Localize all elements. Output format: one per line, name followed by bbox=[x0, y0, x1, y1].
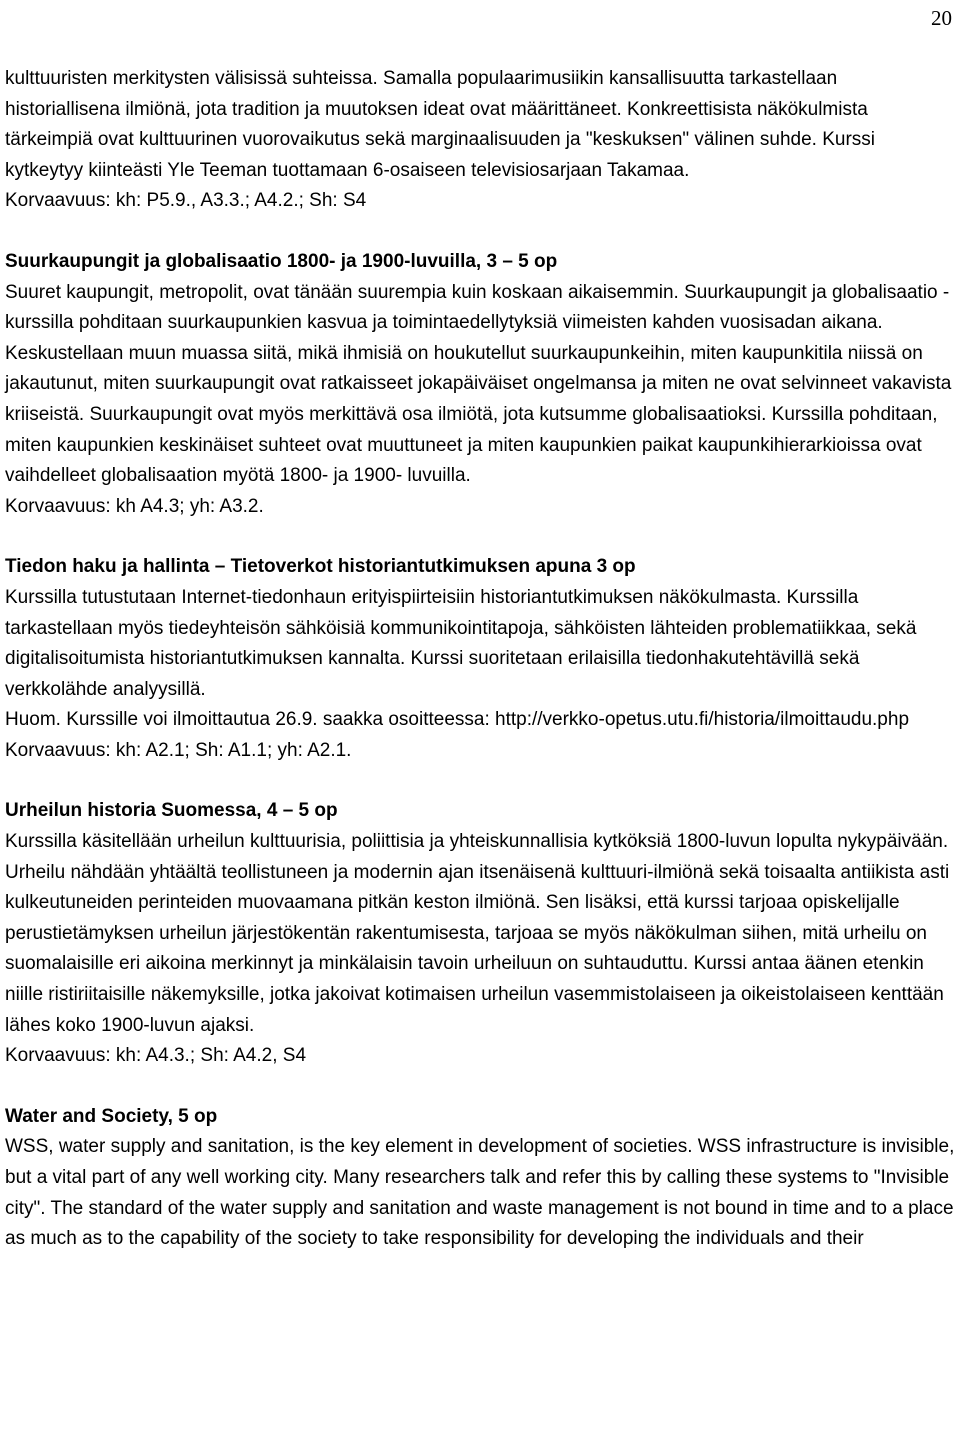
course-title: Urheilun historia Suomessa, 4 – 5 op bbox=[5, 800, 338, 822]
course-equivalence: Korvaavuus: kh: A4.3.; Sh: A4.2, S4 bbox=[5, 1045, 307, 1067]
course-description: Kurssilla tutustutaan Internet-tiedonhaun erityispiirteisiin historiantutkimuksen näkökulmasta. Kurssilla tarkastellaan myös tiedeyhteisön sähköisiä kommunikointitapoja, sähköisten lähteiden problematiikkaa, sekä digitalisoitumista historiantutkimuksen kannalta. Kurssi suoritetaan erilaisilla tiedonhakutehtävillä sekä verkkolähde analyysillä. bbox=[5, 586, 917, 700]
intro-paragraph: kulttuuristen merkitysten välisissä suhteissa. Samalla populaarimusiikin kansallisuutta tarkastellaan historiallisena ilmiönä, jota tradition ja muutoksen ideat ovat määrittäneet. Konkreettisista näkökulmista tärkeimpiä ovat kulttuurinen vuorovaikutus sekä marginaalisuuden ja "keskuksen" välinen suhde. Kurssi kytkeytyy kiinteästi Yle Teeman tuottamaan 6-osaiseen televisiosarjaan Takamaa. bbox=[5, 68, 876, 181]
course-note: Huom. Kurssille voi ilmoittautua 26.9. saakka osoitteessa: http://verkko-opetus.utu.fi/historia/ilmoittaudu.php bbox=[5, 709, 910, 731]
course-tiedon-haku bbox=[5, 552, 955, 766]
course-description: Suuret kaupungit, metropolit, ovat tänään suurempia kuin koskaan aikaisemmin. Suurkaupungit ja globalisaatio -kurssilla pohditaan suurkaupunkien kasvua ja toimintaedellytyksiä viimeisten kahden vuosisadan aikana. Keskustellaan muun muassa siitä, mikä ihmisiä on houkutellut suurkaupunkeihin, miten kaupunkitila niissä on jakautunut, miten suurkaupungit ovat ratkaisseet jokapäiväiset ongelmansa ja miten ne ovat selvinneet vakavista kriiseistä. Suurkaupungit ovat myös merkittävä osa ilmiötä, jota kutsumme globalisaatioksi. Kurssilla pohditaan, miten kaupunkien keskinäiset suhteet ovat muuttuneet ja miten kaupunkien paikat kaupunkihierarkioissa ovat vaihdelleet globalisaation myötä 1800- ja 1900- luvuilla. bbox=[5, 281, 952, 487]
course-title: Tiedon haku ja hallinta – Tietoverkot historiantutkimuksen apuna 3 op bbox=[5, 556, 636, 578]
course-description: Kurssilla käsitellään urheilun kulttuurisia, poliittisia ja yhteiskunnallisia kytköksiä 1800-luvun lopulta nykypäivään. Urheilu nähdään yhtäältä teollistuneen ja modernin ajan itsenäisenä kulttuuri-ilmiönä sekä toisaalta antiikista asti kulkeutuneiden perinteiden muovaamana pitkän keston ilmiönä. Sen lisäksi, että kurssi tarjoaa opiskelijalle perustietämyksen urheilun järjestökentän rakentumisesta, tarjoaa se myös näkökulman siihen, mitä urheilu on suomalaisille eri aikoina merkinnyt ja minkälaisin tavoin urheiluun on suhtauduttu. Kurssi antaa äänen etenkin niille ristiriitaisille näkemyksille, jotka jakoivat kotimaisen urheilun vasemmistolaiseen ja oikeistolaiseen kenttään lähes koko 1900-luvun ajaksi. bbox=[5, 831, 950, 1036]
course-water-and-society bbox=[5, 1102, 955, 1255]
course-urheilun-historia bbox=[5, 796, 955, 1071]
intro-equivalence: Korvaavuus: kh: P5.9., A3.3.; A4.2.; Sh: S4 bbox=[5, 190, 367, 212]
section-gap bbox=[5, 1072, 955, 1102]
course-title: Water and Society, 5 op bbox=[5, 1105, 218, 1127]
page-number: 20 bbox=[931, 6, 952, 30]
course-title: Suurkaupungit ja globalisaatio 1800- ja 1900-luvuilla, 3 – 5 op bbox=[5, 250, 558, 272]
course-suurkaupungit bbox=[5, 247, 955, 522]
intro-section bbox=[5, 64, 955, 217]
course-equivalence: Korvaavuus: kh A4.3; yh: A3.2. bbox=[5, 495, 264, 517]
course-description: WSS, water supply and sanitation, is the key element in development of societies. WSS infrastructure is invisible, but a vital part of any well working city. Many researchers talk and refer this by calling these systems to "Invisible city". The standard of the water supply and sanitation and waste management is not bound in time and to a place as much as to the capability of the society to take responsibility for developing the individuals and their bbox=[5, 1136, 955, 1250]
section-gap bbox=[5, 217, 955, 247]
section-gap bbox=[5, 522, 955, 552]
course-equivalence: Korvaavuus: kh: A2.1; Sh: A1.1; yh: A2.1. bbox=[5, 739, 352, 761]
section-gap bbox=[5, 766, 955, 796]
document-content bbox=[5, 64, 955, 1255]
